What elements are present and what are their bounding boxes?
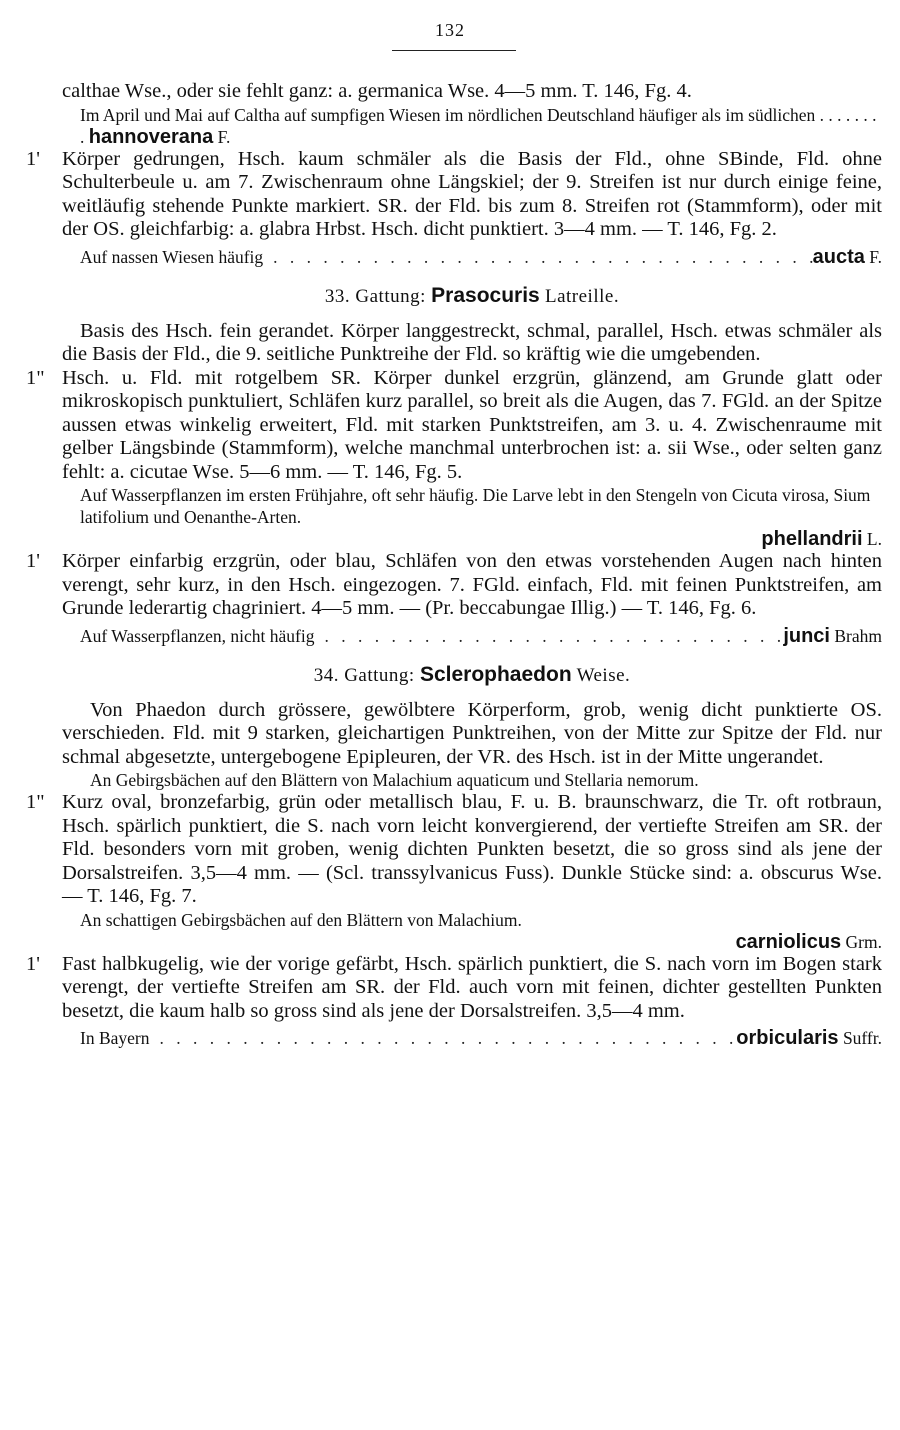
couplet-text: Kurz oval, bronzefarbig, grün oder metallisch blau, F. u. B. braunschwarz, die Tr. oft rotbraun, Hsch. spärlich punktiert, die S. nach vorn leicht konvergierend, der vertiefte Streifen am SR. der Fld. besonders vorn mit groben, wenig dichten Punkten besetzt, die so gross sind als jene der Dorsalstreifen. 3,5—4 mm. — (Scl. transsylvanicus Fuss). Dunkle Stücke sind: a. obscurus Wse. — T. 146, Fg. 7. (62, 791, 882, 907)
genus-author: Weise. (576, 664, 631, 686)
couplet-number: 1' (26, 952, 40, 975)
couplet-number: 1' (26, 550, 40, 572)
species-author: Suffr. (842, 1028, 882, 1048)
genus-description: Von Phaedon durch grössere, gewölbtere Körperform, grob, wenig dicht punktierte OS. verschieden. Fld. mit 9 starken, gleichartigen Punktreihen, von der Mitte zur Spitze der Fld. nur schmal abgesetzte, untergebogene Epipleuren, der VR. des Hsch. ist in der Mitte ungerandet. (62, 698, 882, 768)
species-name: hannoverana (88, 125, 214, 148)
species-name: phellandrii (761, 528, 863, 550)
species-name: carniolicus (735, 930, 842, 953)
species-name: junci (783, 624, 830, 647)
couplet-number: 1" (26, 791, 45, 813)
species-name: orbicularis (736, 1027, 839, 1049)
habitat-note (62, 104, 882, 148)
genus-heading (62, 284, 882, 308)
page-number-rule (392, 50, 516, 51)
page-number: 132 (435, 20, 465, 40)
text-paragraph: calthae Wse., oder sie fehlt ganz: a. germanica Wse. 4—5 mm. T. 146, Fg. 4. (62, 80, 692, 102)
habitat-note (62, 625, 882, 647)
genus-author: Latreille. (544, 285, 620, 307)
habitat-text: Auf Wasserpflanzen, nicht häufig (80, 625, 315, 646)
habitat-note (62, 246, 882, 268)
couplet-number: 1' (26, 147, 40, 170)
habitat-note (62, 484, 882, 550)
habitat-note (62, 1027, 882, 1049)
key-couplet (26, 366, 882, 485)
species-name: aucta (812, 245, 865, 268)
habitat-text: Auf Wasserpflanzen im ersten Frühjahre, oft sehr häufig. Die Larve lebt in den Stengeln von Cicuta virosa, Sium latifolium und Oenanthe-Arten. (80, 485, 871, 527)
genus-heading (62, 663, 882, 687)
couplet-text: Körper einfarbig erzgrün, oder blau, Schläfen von den etwas vorstehenden Augen nach hinten verengt, sehr kurz, in den Hsch. eingezogen. 7. FGld. einfach, Fld. mit feinen Punktstreifen, am Grunde lederartig chagriniert. 4—5 mm. — (Pr. beccabungae Illig.) — T. 146, Fg. 6. (62, 550, 882, 619)
genus-description: Basis des Hsch. fein gerandet. Körper langgestreckt, schmal, parallel, Hsch. etwas schmäler als die Basis der Fld., die 9. seitliche Punktreihe der Fld. so kräftig wie die umgebenden. (62, 319, 882, 365)
genus-prefix: 33. Gattung: (324, 285, 426, 307)
couplet-text: Körper gedrungen, Hsch. kaum schmäler als die Basis der Fld., ohne SBinde, Fld. ohne Schulterbeule u. am 7. Zwischenraum ohne Längskiel; der 9. Streifen ist nur durch einige feine, weitläufig stehende Punkte markiert. SR. der Fld. bis zum 8. Streifen rot (Stammform), oder mit der OS. gleichfarbig: a. glabra Hrbst. Hsch. dicht punktiert. 3—4 mm. — T. 146, Fg. 2. (62, 147, 882, 240)
genus-name: Sclerophaedon (419, 662, 572, 686)
key-couplet (26, 791, 882, 909)
key-couplet (26, 147, 882, 242)
habitat-text: Auf nassen Wiesen häufig (80, 246, 264, 267)
species-author: Grm. (845, 931, 882, 952)
genus-name: Prasocuris (431, 283, 540, 307)
dot-leader (263, 246, 812, 268)
key-couplet (26, 550, 882, 621)
species-author: F. (217, 126, 231, 147)
habitat-text: In Bayern (80, 1028, 150, 1048)
dot-leader (314, 625, 783, 647)
couplet-number: 1" (26, 366, 45, 389)
habitat-text: Im April und Mai auf Caltha auf sumpfigen Wiesen im nördlichen Deutschland häufiger als im südlichen (80, 104, 816, 125)
species-author: F. (869, 246, 882, 267)
genus-prefix: 34. Gattung: (313, 664, 415, 686)
habitat-note: An Gebirgsbächen auf den Blättern von Malachium aquaticum und Stellaria nemorum. (90, 770, 699, 790)
habitat-note (62, 909, 882, 953)
page-body (26, 80, 882, 1049)
couplet-text: Hsch. u. Fld. mit rotgelbem SR. Körper dunkel erzgrün, glänzend, am Grunde glatt oder mikroskopisch punktuliert, Schläfen kurz parallel, so breit als die Augen, das 7. FGld. an der Spitze aussen etwas winkelig erweitert, Fld. mit starken Punktstreifen, am 3. u. 4. Zwischenraume mit gelber Längsbinde (Stammform), welche manchmal unterbrochen ist: a. sii Wse., oder selten ganz fehlt: a. cicutae Wse. 5—6 mm. — T. 146, Fg. 5. (62, 366, 882, 483)
dot-leader (150, 1027, 737, 1049)
page-number-wrap (0, 20, 900, 41)
key-couplet (26, 952, 882, 1024)
species-author: L. (866, 529, 882, 549)
habitat-text: An schattigen Gebirgsbächen auf den Blättern von Malachium. (80, 909, 522, 930)
dot-leader: . . . . . . . . (80, 104, 877, 147)
couplet-text: Fast halbkugelig, wie der vorige gefärbt, Hsch. spärlich punktiert, die S. nach vorn im Bogen stark verengt, der vertiefte Streifen am SR. der Fld. auch vorn mit feinen, dichter gestellten Punkten besetzt, die kaum halb so gross sind als jene der Dorsalstreifen. 3,5—4 mm. (62, 952, 882, 1022)
species-author: Brahm (834, 625, 882, 646)
